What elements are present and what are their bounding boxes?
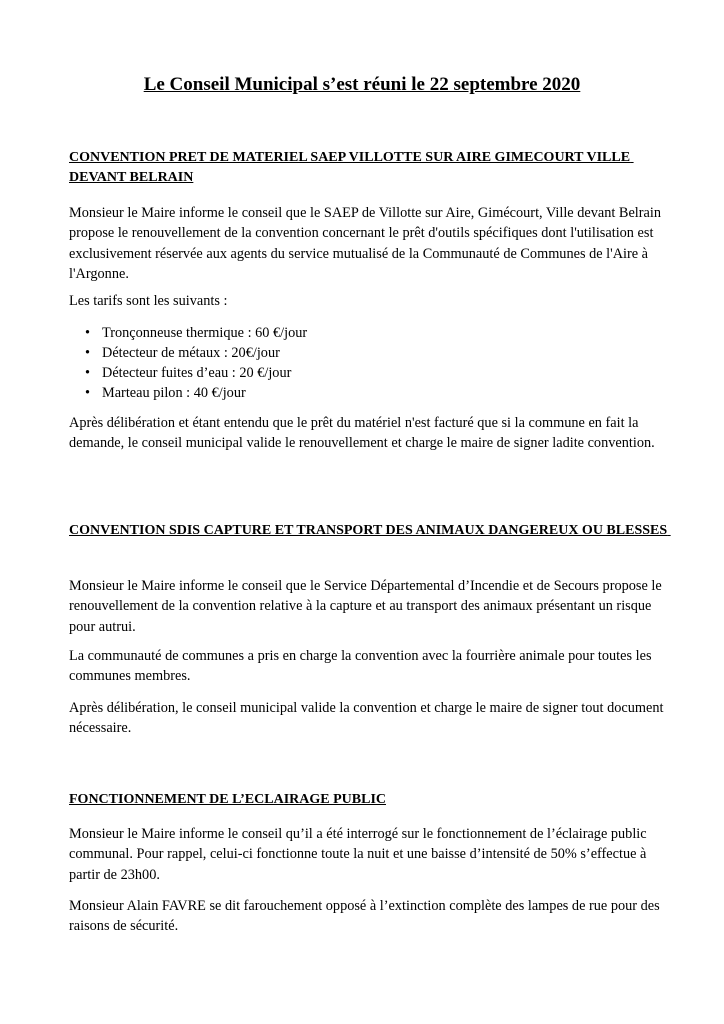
bullet-icon: •	[85, 345, 91, 361]
tarifs-list	[69, 323, 669, 403]
list-item: • Détecteur de métaux : 20€/jour	[85, 345, 280, 361]
paragraph-deliberation-sdis: Après délibération, le conseil municipal valide la convention et charge le maire de signer tout document nécessaire.	[69, 700, 664, 737]
list-item: • Marteau pilon : 40 €/jour	[85, 385, 246, 401]
bullet-icon: •	[85, 365, 91, 381]
section-heading-eclairage-public: FONCTIONNEMENT DE L’ECLAIRAGE PUBLIC	[69, 792, 386, 807]
bullet-icon: •	[85, 385, 91, 401]
list-item: • Tronçonneuse thermique : 60 €/jour	[85, 325, 308, 341]
list-item: • Détecteur fuites d’eau : 20 €/jour	[85, 365, 292, 381]
bullet-icon: •	[85, 325, 91, 341]
paragraph-saep-intro: Monsieur le Maire informe le conseil que le SAEP de Villotte sur Aire, Gimécourt, Ville devant Belrain propose le renouvellement de la convention concernant le prêt d'outils spécifiques dont l'utilisation est exclusivement réservée aux agents du service mutualisé de la Communauté de Communes de l'Aire à l'Argonne.	[69, 205, 661, 282]
page-title: Le Conseil Municipal s’est réuni le 22 septembre 2020	[143, 74, 581, 95]
paragraph-alain-favre: Monsieur Alain FAVRE se dit farouchement opposé à l’extinction complète des lampes de rue pour des raisons de sécurité.	[69, 898, 660, 935]
section-heading-convention-sdis: CONVENTION SDIS CAPTURE ET TRANSPORT DES ANIMAUX DANGEREUX OU BLESSES	[69, 523, 671, 538]
section-heading-convention-pret: CONVENTION PRET DE MATERIEL SAEP VILLOTTE SUR AIRE GIMECOURT VILLE DEVANT BELRAIN	[69, 150, 634, 185]
paragraph-sdis-intro: Monsieur le Maire informe le conseil que le Service Départemental d’Incendie et de Secours propose le renouvellement de la convention relative à la capture et au transport des animaux présentant un risque pour autrui.	[69, 578, 662, 635]
paragraph-eclairage-intro: Monsieur le Maire informe le conseil qu’il a été interrogé sur le fonctionnement de l’éclairage public communal. Pour rappel, celui-ci fonctionne toute la nuit et une baisse d’intensité de 50% s’effectue à partir de 23h00.	[69, 826, 647, 883]
paragraph-deliberation-pret: Après délibération et étant entendu que le prêt du matériel n'est facturé que si la commune en fait la demande, le conseil municipal valide le renouvellement et charge le maire de signer ladite convention.	[69, 415, 655, 452]
paragraph-fourriere: La communauté de communes a pris en charge la convention avec la fourrière animale pour toutes les communes membres.	[69, 648, 652, 685]
paragraph-tarifs-intro: Les tarifs sont les suivants :	[69, 293, 228, 309]
